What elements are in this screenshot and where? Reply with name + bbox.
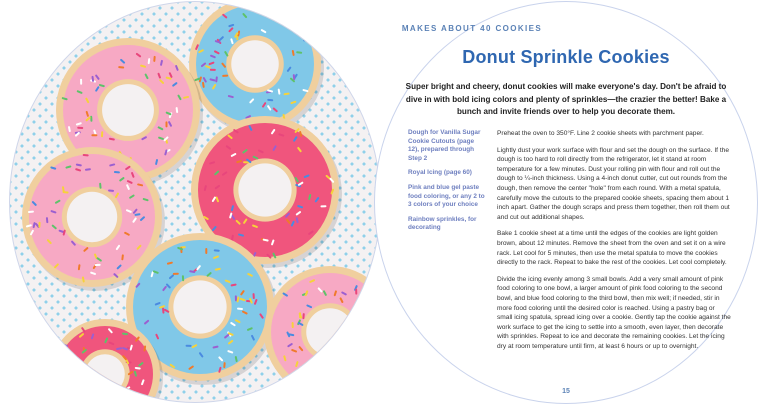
ingredient-list [408,129,486,239]
method-steps [497,129,731,358]
method-step: Lightly dust your work surface with flour and set the dough on the surface. If the dough is too hard to roll directly from the refrigerator, let it stand at room temperature for a few minutes. Dust your rolling pin with flour and roll out the dough to ¼-inch thickness. Using a 4-inch donut cutter, cut out rounds from the dough, then remove the center "hole" from each round. With a metal spatula, carefully move the cutouts to the prepared cookie sheets, spacing them about 1 inch apart. Gather the dough scraps and press them together, then roll them out and cut out additional shapes. [497,146,730,221]
sprinkle [369,320,375,322]
recipe-title: Donut Sprinkle Cookies [462,47,670,67]
ingredient-item: Pink and blue gel paste food coloring, or any 2 to 3 colors of your choice [408,183,485,209]
sprinkle [235,295,237,301]
sprinkle [252,293,254,299]
recipe-intro: Super bright and cheery, donut cookies will make everyone's day. Don't be afraid to dive in with bold icing colors and plenty of sprinkles—the crazier the better! Bake a bunch and invite friends over to help you decorate them. [405,82,727,117]
sprinkle [67,356,73,358]
method-step: Divide the icing evenly among 3 small bowls. Add a very small amount of pink food coloring to one bowl, a larger amount of pink food coloring to the second bowl, and blue food coloring to the third bowl, then mix well; if needed, stir in more food coloring until the desired color is reached. Using a pastry bag or small icing spatula, spread icing over a cookie. Gently tap the cookie against the work surface to get the icing to settle into a smooth, even layer, then decorate with sprinkles. Repeat to ice and decorate the remaining cookies. Let the icing dry at room temperature until firm, at least 6 hours or up to overnight. [497,275,731,350]
donut-cookie [189,2,324,134]
ingredient-item: Dough for Vanilla Sugar Cookie Cutouts (page 12), prepared through Step 2 [408,129,481,162]
donut-cookies-photo [9,1,381,403]
sprinkle [320,205,326,207]
sprinkle [77,127,83,129]
method-step: Preheat the oven to 350°F. Line 2 cookie sheets with parchment paper. [497,130,704,137]
donut-cookies-illustration [10,2,381,403]
ingredient-item: Royal Icing (page 60) [408,169,472,177]
yield-kicker: MAKES ABOUT 40 COOKIES [401,24,543,33]
sprinkle [38,222,40,228]
donut-cookie [264,266,381,402]
sprinkle [95,264,101,266]
sprinkle [361,358,363,364]
ingredient-item: Rainbow sprinkles, for decorating [408,215,477,232]
sprinkle [292,322,294,328]
sprinkle [165,121,167,127]
sprinkle [91,134,97,136]
sprinkle [90,116,92,122]
sprinkle [355,289,357,295]
sprinkle [80,79,82,85]
sprinkle [182,275,184,281]
page-number: 15 [562,388,570,395]
sprinkle [101,131,103,137]
sprinkle [186,345,192,347]
method-step: Bake 1 cookie sheet at a time until the edges of the cookies are light golden brown, about 12 minutes. Remove the sheet from the oven and set it on a wire rack. Let cool for 5 minutes, then use the metal spatula to move the cookies directly to the rack. Repeat to bake the rest of the cookies. Let cool completely. [497,230,727,267]
sprinkle [173,273,179,275]
sprinkle [205,248,207,254]
sprinkle [210,69,216,71]
